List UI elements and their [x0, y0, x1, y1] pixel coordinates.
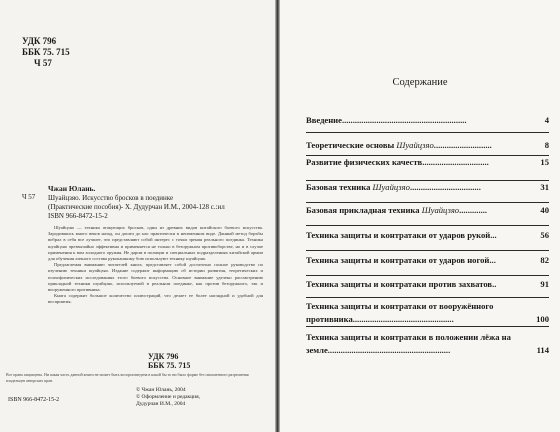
- classification-block-bottom: [148, 352, 190, 370]
- author-name: Чжан Юлань.: [48, 184, 96, 193]
- toc-entry-title: Введение: [306, 115, 342, 125]
- toc-entry-leader: .................................: [409, 182, 481, 192]
- toc-entry-page: 56: [540, 230, 549, 240]
- toc-divider: [306, 275, 549, 276]
- classification-block-top: [22, 36, 70, 69]
- toc-entry-title: Базовая прикладная техника: [306, 205, 422, 215]
- toc-entry[interactable]: [306, 229, 549, 242]
- toc-entry[interactable]: [306, 254, 549, 267]
- toc-entry-leader: ...: [489, 255, 496, 265]
- toc-entry-title-continued: противника: [306, 314, 353, 324]
- toc-divider: [306, 180, 549, 181]
- toc-entry-leader: ..: [492, 279, 497, 289]
- toc-title: Содержание: [392, 77, 448, 88]
- toc-entry-italic: Шуайцзяо: [421, 205, 460, 215]
- toc-entry-title: Развитие физических качеств: [306, 157, 423, 167]
- toc-entry[interactable]: [306, 204, 549, 217]
- toc-entry[interactable]: [306, 114, 549, 127]
- bbk-code-bottom: ББК 75. 715: [148, 361, 191, 370]
- bibliographic-record: [48, 184, 263, 221]
- toc-entry-page: 8: [544, 140, 549, 150]
- toc-entry-leader: ...: [490, 230, 497, 240]
- toc-entry-title: Техника защиты и контратаки от вооружённого: [306, 301, 494, 311]
- toc-entry-leader: .............: [459, 205, 488, 215]
- toc-entry-title: Техника защиты и контратаки против захватов: [306, 279, 493, 289]
- toc-divider: [306, 225, 549, 226]
- toc-entry-title: Техника защиты и контратаки от ударов рукой: [306, 230, 491, 240]
- toc-entry-page: 15: [540, 157, 549, 167]
- copyright-line: Дудурчан И.М., 2004: [136, 401, 186, 408]
- toc-entry-title: Техника защиты и контратаки от ударов ногой: [306, 255, 490, 265]
- toc-entry-page: 82: [540, 255, 549, 265]
- isbn-bottom: ISBN 966-8472-15-2: [8, 397, 60, 403]
- abstract-paragraph: Шуайцзяо — техника атакующих бросков, один из древних видов китайского боевого искусства. Зародившись много веков назад, он дошел до нас практически в неизменном виде. Данный метод борьбы вобрал в себя все лучшее, что представляют собой интерес с точки зрения реального поединка. Техника шуайцзяо чрезвычайно эффективна и применяется не только в безоружном противоборстве, но и в случае применения к вам холодного оружия. Не даром в полиции и специальных подразделениях китайской армии для обучения личного состава рукопашному бою используют технику шуайцзяо.: [48, 225, 263, 262]
- toc-entry-title: Техника защиты и контратаки в положении лёжа на: [306, 332, 511, 342]
- bbk-code: ББК 75. 715: [22, 47, 70, 57]
- toc-entry[interactable]: [306, 300, 549, 326]
- toc-entry-title: Теоретические основы: [306, 140, 397, 150]
- cutter-code-side: Ч 57: [22, 193, 36, 201]
- toc-entry[interactable]: [306, 139, 549, 152]
- cutter-code: Ч 57: [34, 58, 52, 68]
- toc-divider: [306, 250, 549, 251]
- book-abstract: [48, 225, 263, 306]
- toc-entry-italic: Шуайцзяо: [372, 182, 410, 192]
- toc-entry-page: 91: [540, 279, 549, 289]
- biblio-line-title: Шуайцзяо. Искусство бросков в поединке: [48, 194, 174, 202]
- udk-code: УДК 796: [22, 36, 57, 46]
- rights-notice: Все права защищены. Ни какая часть данной книги не может быть воспроизведена в какой бы то ни было форме без письменного разрешения владельцев авторских прав.: [6, 372, 249, 383]
- toc-entry-title: Базовая техника: [306, 182, 373, 192]
- toc-entry-leader: ...............................................: [352, 314, 454, 324]
- toc-entry-page: 4: [544, 115, 549, 125]
- right-page: [280, 0, 560, 432]
- toc-entry-leader: ..........................................................: [341, 115, 467, 125]
- toc-entry-leader: ...........................: [433, 140, 492, 150]
- biblio-line-isbn: ISBN 966-8472-15-2: [48, 212, 108, 220]
- abstract-paragraph: Книга содержит большое количество иллюстраций, что делает ее более наглядной и удобной для восприятия.: [48, 293, 263, 305]
- toc-entry[interactable]: [306, 331, 549, 357]
- toc-entry-page: 114: [536, 345, 549, 355]
- toc-divider: [306, 155, 549, 156]
- toc-entry-title-continued: земле: [306, 345, 328, 355]
- biblio-line-publisher: (Практические пособия)- Х. Дудурчан И.М., 2004-128 с.:ил: [48, 203, 225, 211]
- toc-divider: [306, 132, 549, 133]
- copyright-line: © Оформление и редакция,: [136, 394, 201, 401]
- toc-entry-page: 31: [540, 182, 549, 192]
- abstract-paragraph: Предлагаемая вниманию читателей книга, представляет собой достаточно полное руководство по изучению техники шуайцзяо. Издание содержит информацию об истории развития, теоретических и психофизических исследованиях этого боевого искусства. Основное внимание уделено рассмотрению прикладной техники шуайцзяо, используемой в реальном поединке, как против безоружного, так и вооруженного противника.: [48, 262, 263, 293]
- toc-entry-italic: Шуайцзяо: [396, 140, 434, 150]
- toc-entry-leader: .........................................................: [327, 345, 451, 355]
- toc-entry-leader: ...............................: [422, 157, 489, 167]
- left-page: [0, 0, 275, 432]
- toc-entry[interactable]: [306, 156, 549, 169]
- toc-entry-page: 100: [536, 314, 549, 324]
- toc-divider: [306, 297, 549, 298]
- toc-entry[interactable]: [306, 181, 549, 194]
- toc-divider: [306, 202, 549, 203]
- toc-entry-page: 40: [540, 205, 549, 215]
- toc-divider: [306, 326, 549, 327]
- copyright-line: © Чжан Юлань, 2004: [136, 387, 186, 393]
- udk-code-bottom: УДК 796: [148, 352, 179, 361]
- copyright-block: [136, 387, 200, 409]
- toc-entry[interactable]: [306, 278, 549, 291]
